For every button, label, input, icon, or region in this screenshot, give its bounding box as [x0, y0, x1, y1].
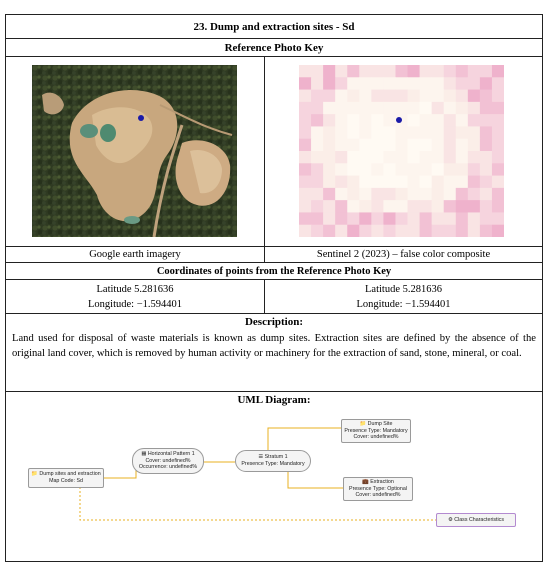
uml-heading: UML Diagram:: [237, 394, 311, 406]
google-earth-image: [32, 65, 237, 237]
uml-section: [6, 392, 542, 561]
description-heading: Description:: [244, 316, 304, 328]
left-latitude: Latitude 5.281636: [96, 284, 174, 295]
uml-node-stratum[interactable]: ☰ Stratum 1 Presence Type: Mandatory: [235, 450, 311, 472]
sentinel-caption: Sentinel 2 (2023) – false color composite: [316, 249, 491, 260]
uml-node-dump-extraction[interactable]: 📁 Dump sites and extraction Map Code: Sd: [28, 468, 104, 488]
uml-node-horizontal-pattern[interactable]: ▦ Horizontal Pattern 1 Cover: undefined% Occurrence: undefined%: [132, 448, 204, 474]
sentinel-image: [299, 65, 504, 237]
reference-key-title: Reference Photo Key: [6, 39, 542, 57]
uml-node-class-characteristics[interactable]: ⚙ Class Characteristics: [436, 513, 516, 527]
location-marker-icon: [396, 117, 402, 123]
description-section: [6, 314, 542, 392]
uml-node-extraction[interactable]: 💼 Extraction Presence Type: Optional Cover: undefined%: [343, 477, 413, 501]
coordinates-row: [6, 280, 542, 314]
captions-row: [6, 247, 542, 263]
layers-icon: ☰: [258, 454, 264, 461]
settings-icon: ⚙: [448, 516, 453, 523]
land-cover-card: [5, 14, 543, 562]
right-longitude: Longitude: −1.594401: [356, 299, 451, 310]
card-title: 23. Dump and extraction sites - Sd: [6, 15, 542, 39]
right-latitude: Latitude 5.281636: [365, 284, 442, 295]
photos-row: [6, 57, 542, 247]
coordinates-heading: Coordinates of points from the Reference Photo Key: [6, 263, 542, 280]
left-longitude: Longitude: −1.594401: [88, 299, 182, 310]
folder-icon: 📁: [359, 421, 367, 428]
description-text: Land used for disposal of waste materials is known as dump sites. Extraction sites are defined by the absence of the original land cover, which is removed by human activity or machinery for the extraction of sand, stone, mineral, or coal.: [12, 333, 536, 359]
folder-icon: 📁: [31, 471, 38, 478]
location-marker-icon: [138, 115, 144, 121]
uml-node-dump-site[interactable]: 📁 Dump Site Presence Type: Mandatory Cover: undefined%: [341, 419, 411, 443]
briefcase-icon: 💼: [362, 479, 369, 486]
grid-icon: ▦: [141, 451, 147, 458]
google-earth-caption: Google earth imagery: [89, 249, 181, 260]
